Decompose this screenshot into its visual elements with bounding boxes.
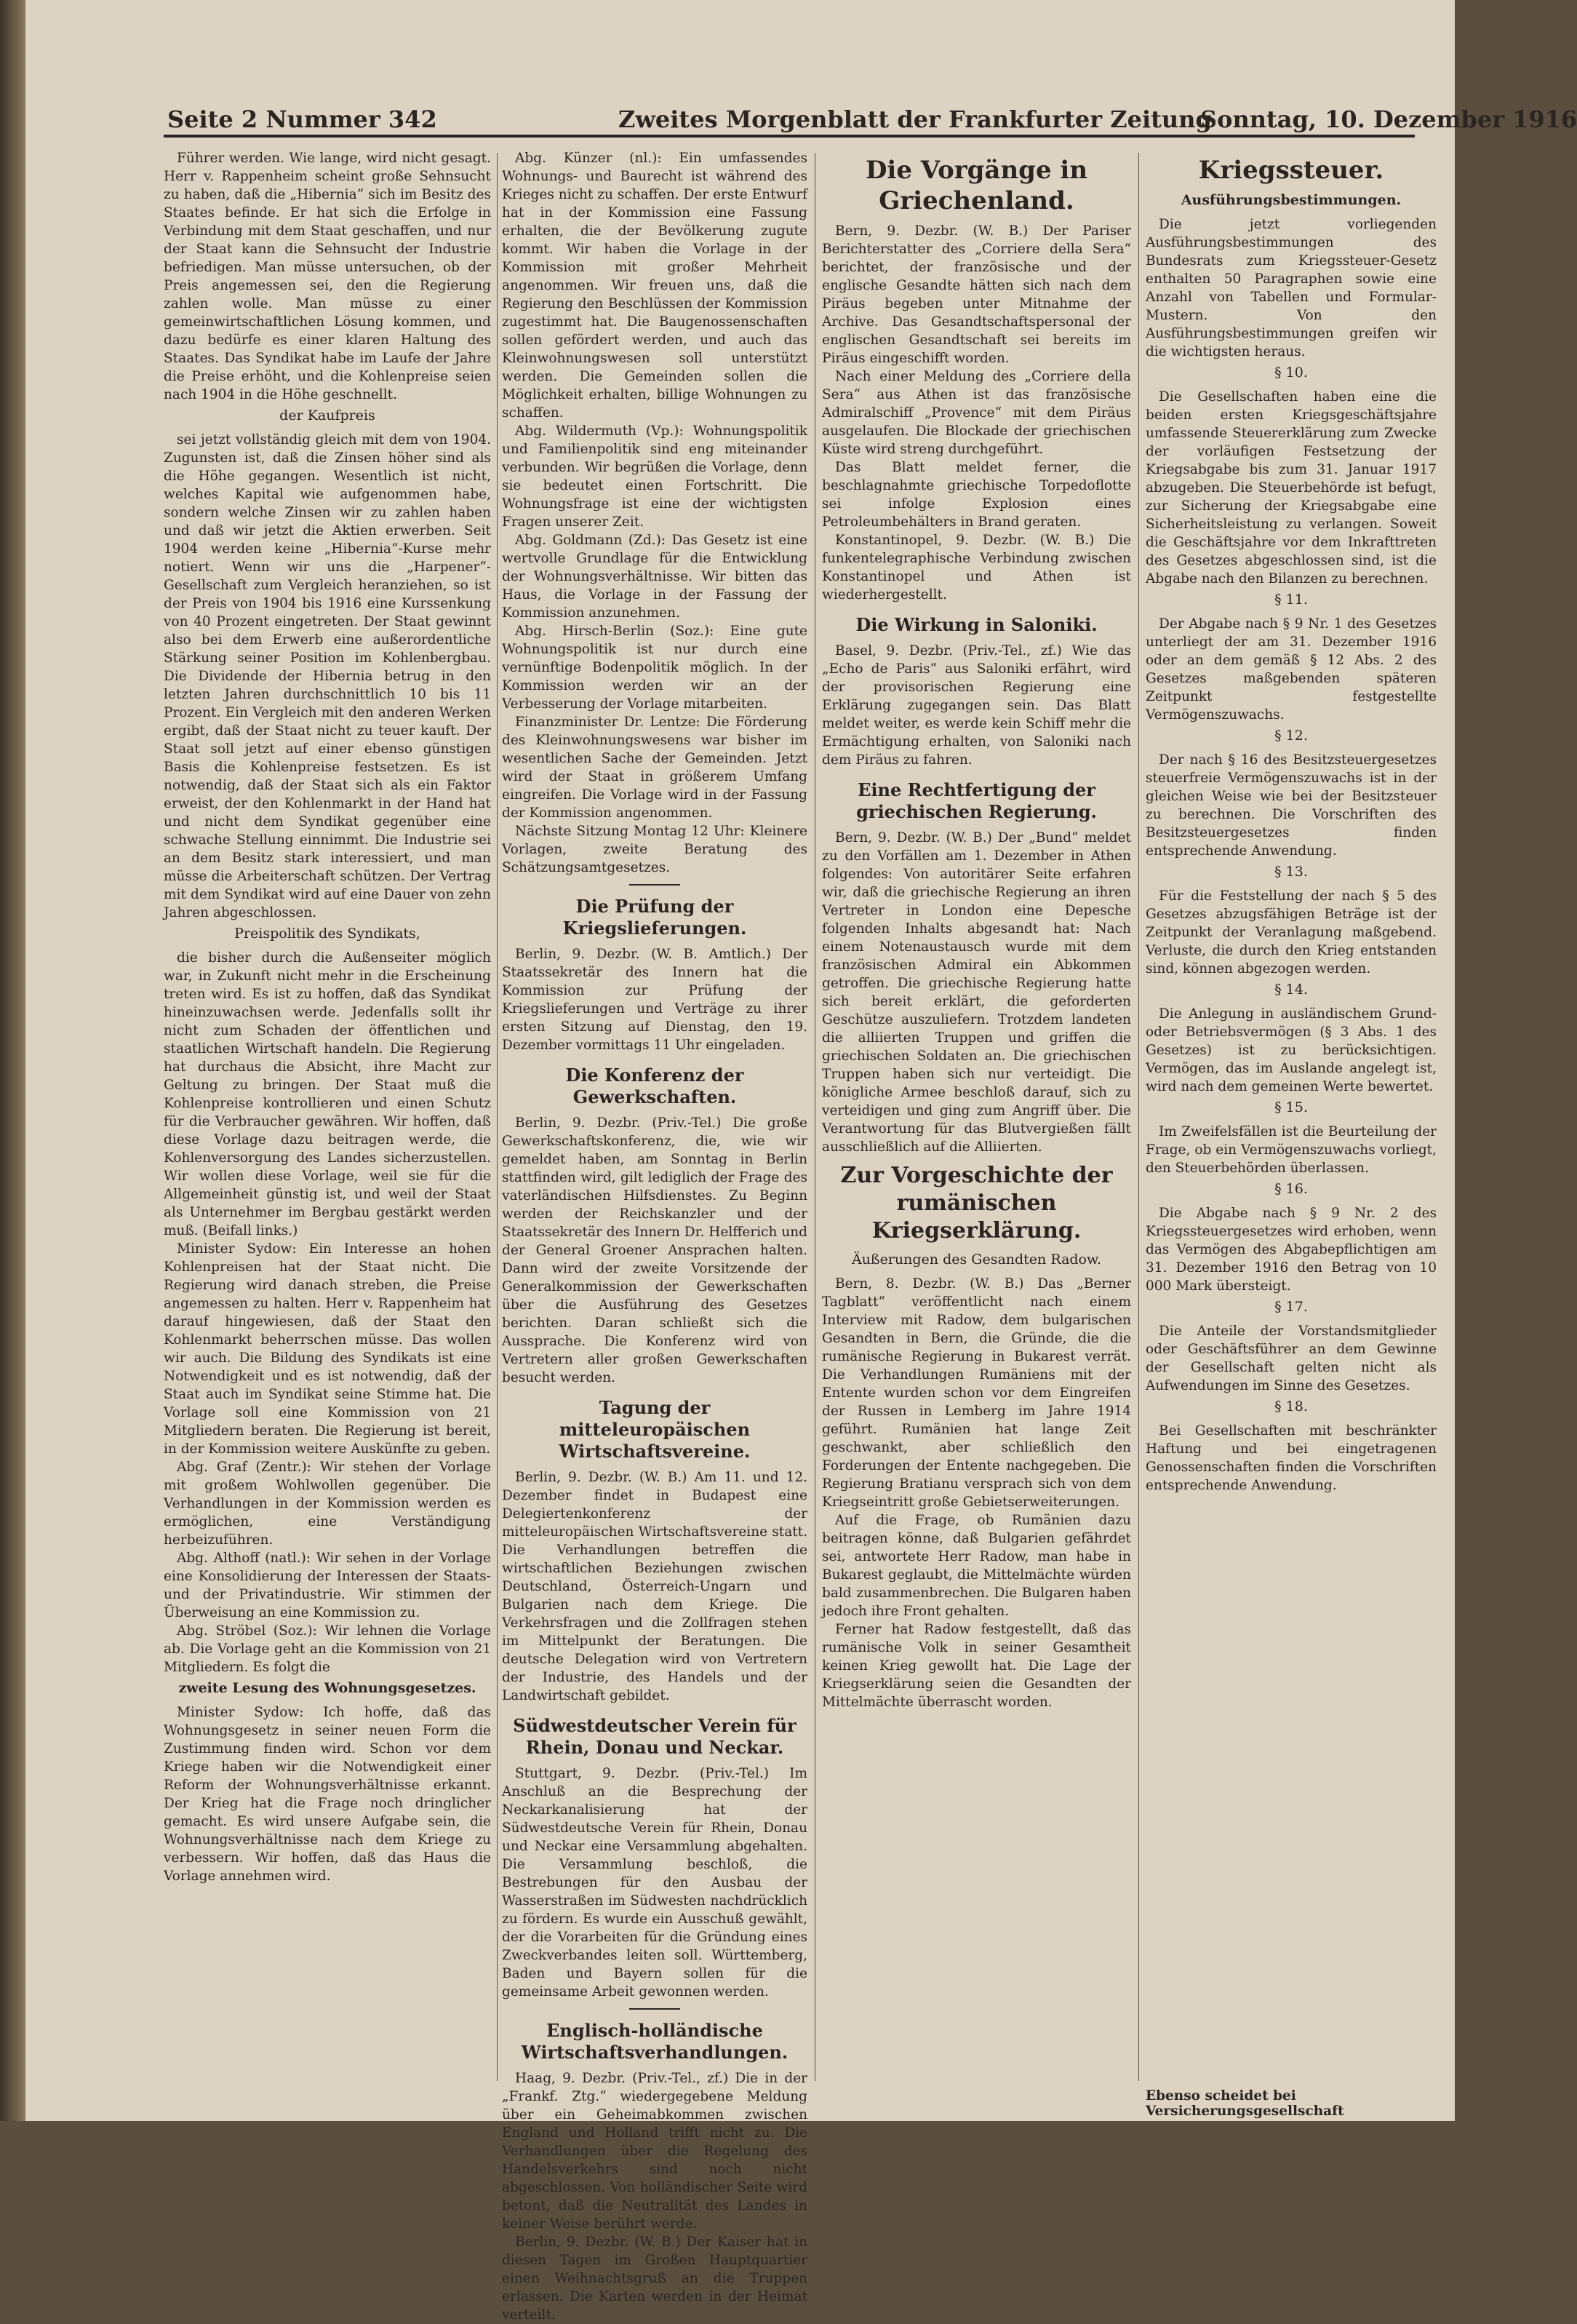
article-headline: Die Prüfung der Kriegslieferungen.	[562, 896, 747, 939]
article-paragraph: Der Abgabe nach § 9 Nr. 1 des Gesetzes unterliegt der am 31. Dezember 1916 oder an dem gemäß § 12 Abs. 2 des Gesetzes maßgebenden späteren Zeitpunkt festgestellte Vermögenszuwachs.	[1146, 616, 1437, 723]
article-paragraph: Bern, 9. Dezbr. (W. B.) Der Pariser Berichterstatter des „Corriere della Sera“ berichtet, der französische und der englische Gesandte hätten sich nach dem Piräus begeben unter Mitnahme der Archive. Das Gesandtschaftspersonal der englischen Gesandtschaft sei bereits im Piräus eingeschifft worden.	[822, 223, 1131, 366]
paragraph-number: § 18.	[1274, 1398, 1308, 1414]
article-paragraph: Für die Feststellung der nach § 5 des Gesetzes abzugsfähigen Beträge ist der Zeitpunkt der Veranlagung maßgebend. Verluste, die durch den Krieg entstanden sind, können abgezogen werden.	[1146, 888, 1437, 976]
paragraph-number: § 13.	[1274, 864, 1308, 880]
article-separator	[629, 884, 680, 886]
paragraph-number: § 10.	[1274, 365, 1308, 381]
book-binding	[0, 0, 25, 2121]
article-separator	[629, 2008, 680, 2010]
issue-date: Sonntag, 10. Dezember 1916	[1200, 106, 1577, 133]
article-paragraph: Bei Gesellschaften mit beschränkter Haftung und bei eingetragenen Genossenschaften finden die Vorschriften entsprechende Anwendung.	[1146, 1423, 1437, 1493]
article-paragraph: Die Anlegung in ausländischem Grund- oder Betriebsvermögen (§ 3 Abs. 1 des Gesetzes) ist zu berücksichtigen. Vermögen, das im Auslande angelegt ist, wird nach dem gemeinen Werte bewertet.	[1146, 1006, 1437, 1094]
article-paragraph: Die Abgabe nach § 9 Nr. 2 des Kriegssteuergesetzes wird erhoben, wenn das Vermögen des Abgabepflichtigen am 31. Dezember 1916 den Betrag von 10 000 Mark übersteigt.	[1146, 1206, 1437, 1294]
masthead-rule	[164, 135, 1415, 138]
article-paragraph: Finanzminister Dr. Lentze: Die Förderung des Kleinwohnungswesens war bisher im wesentlichen Sache der Gemeinden. Jetzt wird der Staat in größerem Umfang eingreifen. Die Vorlage wird in der Fassung der Kommission angenommen.	[502, 715, 807, 821]
article-paragraph: Abg. Wildermuth (Vp.): Wohnungspolitik und Familienpolitik sind eng miteinander verbunden. Wir begrüßen die Vorlage, denn sie bedeutet einen Fortschritt. Die Wohnungsfrage ist eine der wichtigsten Fragen unserer Zeit.	[502, 423, 807, 530]
article-paragraph: Führer werden. Wie lange, wird nicht gesagt. Herr v. Rappenheim scheint große Sehnsucht zu haben, daß die „Hibernia“ sich im Besitz des Staates befinde. Er hat sich die Erfolge in Verbindung mit dem Staat geschaffen, und nur der Staat kann die Sehnsucht der Industrie befriedigen. Man müsse untersuchen, ob der Preis angemessen sei, den die Regierung zahlen wolle. Man müsse zu einer gemeinwirtschaftlichen Lösung kommen, und dazu bedürfe es einer klaren Haltung des Staates. Das Syndikat habe im Laufe der Jahre die Preise erhöht, und die Kohlenpreise seien nach 1904 in die Höhe geschnellt.	[164, 151, 491, 402]
article-paragraph: Nach einer Meldung des „Corriere della Sera“ aus Athen ist das französische Admiralschiff „Provence“ mit dem Piräus ausgelaufen. Die Blockade der griechischen Küste wird streng durchgeführt.	[822, 369, 1131, 457]
paragraph-number: § 12.	[1274, 728, 1308, 744]
article-headline: Die Wirkung in Saloniki.	[855, 614, 1098, 635]
article-paragraph: Berlin, 9. Dezbr. (W. B.) Der Kaiser hat in diesen Tagen im Großen Hauptquartier einen Weihnachtsgruß an die Truppen erlassen. Die Karten werden in der Heimat verteilt.	[502, 2235, 807, 2323]
article-paragraph: Berlin, 9. Dezbr. (W. B. Amtlich.) Der Staatssekretär des Innern hat die Kommission zur Prüfung der Kriegslieferungen und Verträge zu ihrer ersten Sitzung auf Dienstag, den 19. Dezember vormittags 11 Uhr eingeladen.	[502, 947, 807, 1053]
article-headline: Südwestdeutscher Verein für Rhein, Donau und Neckar.	[513, 1715, 797, 1758]
article-headline: Englisch-holländische Wirtschaftsverhandlungen.	[521, 2020, 788, 2063]
article-headline: Tagung der mitteleuropäischen Wirtschaftsvereine.	[559, 1397, 751, 1462]
article-paragraph: Der nach § 16 des Besitzsteuergesetzes steuerfreie Vermögenszuwachs ist in der gleichen Weise wie bei der Besitzsteuer zu berechnen. Die Vorschriften des Besitzsteuergesetzes finden entsprechende Anwendung.	[1146, 752, 1437, 859]
article-paragraph: Stuttgart, 9. Dezbr. (Priv.-Tel.) Im Anschluß an die Besprechung der Neckarkanalisierung hat der Südwestdeutsche Verein für Rhein, Donau und Neckar eine Versammlung abgehalten. Die Versammlung beschloß, die Bestrebungen für den Ausbau der Wasserstraßen im Südwesten nachdrücklich zu fördern. Es wurde ein Ausschuß gewählt, der die Vorarbeiten für die Gründung eines Zweckverbandes leiten soll. Württemberg, Baden und Bayern sollen für die gemeinsame Arbeit gewonnen werden.	[502, 1766, 807, 1999]
newspaper-page	[25, 0, 1577, 2323]
article-paragraph: Berlin, 9. Dezbr. (W. B.) Am 11. und 12. Dezember findet in Budapest eine Delegiertenkonferenz der mitteleuropäischen Wirtschaftsvereine statt. Die Verhandlungen betreffen die wirtschaftlichen Beziehungen zwischen Deutschland, Österreich-Ungarn und Bulgarien nach dem Kriege. Die Verkehrsfragen und die Zollfragen stehen im Mittelpunkt der Beratungen. Die deutsche Delegation wird von Vertretern der Industrie, des Handels und der Landwirtschaft gebildet.	[502, 1470, 807, 1703]
article-headline: Zur Vorgeschichte der rumänischen Kriegserklärung.	[840, 1163, 1113, 1243]
article-subheading: Ausführungsbestimmungen.	[1181, 192, 1402, 208]
paragraph-number: § 15.	[1274, 1099, 1308, 1115]
article-paragraph: Abg. Hirsch-Berlin (Soz.): Eine gute Wohnungspolitik ist nur durch eine vernünftige Bodenpolitik möglich. In der Kommission werden wir an der Verbesserung der Vorlage mitarbeiten.	[502, 624, 807, 712]
masthead	[25, 0, 1577, 146]
article-paragraph: Basel, 9. Dezbr. (Priv.-Tel., zf.) Wie das „Echo de Paris“ aus Saloniki erfährt, wird der provisorischen Regierung eine Erklärung zugegangen sein. Das Blatt meldet weiter, es werde kein Schiff mehr die Ermächtigung erhalten, von Saloniki nach dem Piräus zu fahren.	[822, 643, 1131, 768]
article-paragraph: Die Anteile der Vorstandsmitglieder oder Geschäftsführer an dem Gewinne der Gesellschaft gelten nicht als Aufwendungen im Sinne des Gesetzes.	[1146, 1324, 1437, 1393]
article-paragraph: Minister Sydow: Ein Interesse an hohen Kohlenpreisen hat der Staat nicht. Die Regierung wird danach streben, die Preise angemessen zu halten. Herr v. Rappenheim hat darauf hingewiesen, daß der Staat den Kohlenmarkt beherrschen müsse. Das wollen wir auch. Die Bildung des Syndikats ist eine Notwendigkeit und es ist notwendig, daß der Staat auch im Syndikat seine Stimme hat. Die Vorlage soll eine Kommission von 21 Mitgliedern beraten. Die Regierung ist bereit, in der Kommission weitere Auskünfte zu geben.	[164, 1241, 491, 1457]
column-4	[1146, 149, 1437, 2085]
article-paragraph: die bisher durch die Außenseiter möglich war, in Zukunft nicht mehr in die Erscheinung treten wird. Es ist zu hoffen, daß das Syndikat hineinzuwachsen werde. Jedenfalls sollt ihr nicht zum Schaden der öffentlichen und staatlichen Wirtschaft handeln. Die Regierung hat durchaus die Absicht, ihre Macht zur Geltung zu bringen. Der Staat muß die Kohlenpreise kontrollieren und einen Schutz für die Verbraucher gewähren. Wir hoffen, daß diese Vorlage dazu beitragen werde, die Kohlenversorgung des Landes sicherzustellen. Wir wollen diese Vorlage, weil sie für die Allgemeinheit günstig ist, und weil der Staat als Unternehmer im Bergbau gestärkt werden muß. (Beifall links.)	[164, 950, 491, 1238]
article-headline: Eine Rechtfertigung der griechischen Regierung.	[856, 779, 1097, 822]
column-3	[822, 149, 1131, 2085]
section-heading: Preispolitik des Syndikats,	[234, 926, 420, 942]
section-heading: der Kaufpreis	[279, 407, 375, 423]
article-headline: Die Vorgänge in Griechenland.	[865, 156, 1088, 215]
section-heading: zweite Lesung des Wohnungsgesetzes.	[178, 1680, 476, 1696]
article-paragraph: Abg. Ströbel (Soz.): Wir lehnen die Vorlage ab. Die Vorlage geht an die Kommission von 21 Mitgliedern. Es folgt die	[164, 1623, 491, 1675]
newspaper-title: Zweites Morgenblatt der Frankfurter Zeitung	[618, 106, 1212, 133]
paragraph-number: § 17.	[1274, 1299, 1308, 1315]
article-paragraph: Berlin, 9. Dezbr. (Priv.-Tel.) Die große Gewerkschaftskonferenz, die, wie wir gemeldet haben, am Sonntag in Berlin stattfinden wird, gilt lediglich der Frage des vaterländischen Hilfsdienstes. Zu Beginn werden der Reichskanzler und der Staatssekretär des Innern Dr. Helfferich und der General Groener Ansprachen halten. Dann wird der zweite Vorsitzende der Generalkommission der Gewerkschaften über die Ausführung des Gesetzes berichten. Daran schließt sich die Aussprache. Die Konferenz wird von Vertretern aller großen Gewerkschaften besucht werden.	[502, 1115, 807, 1385]
page-number: Seite 2 Nummer 342	[167, 106, 437, 133]
article-paragraph: Im Zweifelsfällen ist die Beurteilung der Frage, ob ein Vermögenszuwachs vorliegt, den Steuerbehörden überlassen.	[1146, 1124, 1437, 1176]
article-paragraph: Die jetzt vorliegenden Ausführungsbestimmungen des Bundesrats zum Kriegssteuer-Gesetz enthalten 50 Paragraphen sowie eine Anzahl von Tabellen und Formular-Mustern. Von den Ausführungsbestimmungen greifen wir die wichtigsten heraus.	[1146, 217, 1437, 359]
article-paragraph: Bern, 9. Dezbr. (W. B.) Der „Bund“ meldet zu den Vorfällen am 1. Dezember in Athen folgendes: Von autoritärer Seite erfahren wir, daß die griechische Regierung an ihren Vertreter in London eine Depesche folgenden Inhalts abgesandt hat: Nach einem Notenaustausch wurde mit dem französischen Admiral ein Abkommen getroffen. Die griechische Regierung hatte sich bereit erklärt, die geforderten Geschütze auszuliefern. Trotzdem landeten die alliierten Truppen und griffen die griechischen Soldaten an. Die griechischen Truppen haben sich nur verteidigt. Die königliche Armee beschloß darauf, sich zu verteidigen und ging zum Angriff über. Die Verantwortung für das Blutvergießen fällt ausschließlich auf die Alliierten.	[822, 830, 1131, 1155]
column-2	[502, 149, 807, 2323]
column-continuation: Ebenso scheidet bei Versicherungsgesellschaft	[1146, 2088, 1344, 2119]
paragraph-number: § 16.	[1274, 1181, 1308, 1197]
article-paragraph: Abg. Goldmann (Zd.): Das Gesetz ist eine wertvolle Grundlage für die Entwicklung der Wohnungsverhältnisse. Wir bitten das Haus, die Vorlage in der Fassung der Kommission anzunehmen.	[502, 533, 807, 621]
article-paragraph: Bern, 8. Dezbr. (W. B.) Das „Berner Tagblatt“ veröffentlicht nach einem Interview mit Radow, dem bulgarischen Gesandten in Bern, die Gründe, die die rumänische Regierung in Bukarest verrät. Die Verhandlungen Rumäniens mit der Entente wurden schon vor dem Eingreifen der Russen in Lemberg im Jahre 1914 geführt. Rumänien hat lange Zeit geschwankt, aber schließlich den Forderungen der Entente nachgegeben. Die Regierung Bratianu versprach sich von dem Kriegseintritt große Gebietserweiterungen.	[822, 1276, 1131, 1510]
article-headline: Kriegssteuer.	[1198, 156, 1384, 185]
article-subheading: Äußerungen des Gesandten Radow.	[851, 1251, 1102, 1268]
article-paragraph: Konstantinopel, 9. Dezbr. (W. B.) Die funkentelegraphische Verbindung zwischen Konstantinopel und Athen ist wiederhergestellt.	[822, 533, 1131, 602]
article-paragraph: Nächste Sitzung Montag 12 Uhr: Kleinere Vorlagen, zweite Beratung des Schätzungsamtgesetzes.	[502, 824, 807, 875]
article-paragraph: Das Blatt meldet ferner, die beschlagnahmte griechische Torpedoflotte sei infolge Explosion eines Petroleumbehälters in Brand geraten.	[822, 460, 1131, 530]
column-1	[164, 149, 491, 2085]
article-paragraph: Auf die Frage, ob Rumänien dazu beitragen könne, daß Bulgarien gefährdet sei, antwortete Herr Radow, man habe in Bukarest geglaubt, die Mittelmächte würden bald zusammenbrechen. Die Bulgaren haben jedoch ihre Front gehalten.	[822, 1513, 1131, 1619]
article-paragraph: Abg. Graf (Zentr.): Wir stehen der Vorlage mit großem Wohlwollen gegenüber. Die Verhandlungen in der Kommission werden es ermöglichen, eine Verständigung herbeizuführen.	[164, 1460, 491, 1548]
article-paragraph: Minister Sydow: Ich hoffe, daß das Wohnungsgesetz in seiner neuen Form die Zustimmung finden wird. Schon vor dem Kriege haben wir die Notwendigkeit einer Reform der Wohnungsverhältnisse erkannt. Der Krieg hat die Frage noch dringlicher gemacht. Es wird unsere Aufgabe sein, die Wohnungsverhältnisse nach dem Kriege zu verbessern. Wir hoffen, daß das Haus die Vorlage annehmen wird.	[164, 1705, 491, 1884]
article-headline: Die Konferenz der Gewerkschaften.	[565, 1064, 744, 1107]
paragraph-number: § 14.	[1274, 982, 1308, 998]
column-divider	[1138, 153, 1139, 2081]
article-paragraph: Die Gesellschaften haben eine die beiden ersten Kriegsgeschäftsjahre umfassende Steuererklärung zum Zwecke der vorläufigen Festsetzung der Kriegsabgabe bis zum 31. Januar 1917 abzugeben. Die Steuerbehörde ist befugt, zur Sicherung der Kriegsabgabe eine Sicherheitsleistung zu verlangen. Soweit die Geschäftsjahre vor dem Inkrafttreten des Gesetzes abgeschlossen sind, ist die Abgabe nach den Bilanzen zu berechnen.	[1146, 389, 1437, 586]
article-paragraph: sei jetzt vollständig gleich mit dem von 1904. Zugunsten ist, daß die Zinsen höher sind als die Höhe gegangen. Wesentlich ist nicht, welches Kapital wie aufgenommen habe, sondern welche Zinsen wir zu zahlen haben und daß wir jetzt die Aktien erwerben. Seit 1904 werden keine „Hibernia“-Kurse mehr notiert. Wenn wir uns die „Harpener“-Gesellschaft zum Vergleich heranziehen, so ist der Preis von 1904 bis 1916 eine Kurssenkung von 40 Prozent eingetreten. Der Staat gewinnt also bei dem Erwerb eine außerordentliche Stärkung seiner Position im Kohlenbergbau. Die Dividende der Hibernia betrug in den letzten Jahren durchschnittlich 10 bis 11 Prozent. Ein Vergleich mit den anderen Werken ergibt, daß der Staat nicht zu teuer kauft. Der Staat soll jetzt auf einer ebenso günstigen Basis die Kohlenpreise festsetzen. Es ist notwendig, daß der Staat sich als ein Faktor erweist, der den Kohlenmarkt in der Hand hat und nicht dem Syndikat gegenüber eine schwache Stellung einnimmt. Die Industrie sei an dem Besitz stark interessiert, und man müsse die Arbeiterschaft schützen. Der Vertrag mit dem Syndikat wird auf eine Dauer von zehn Jahren abgeschlossen.	[164, 432, 491, 920]
paragraph-number: § 11.	[1274, 592, 1308, 608]
article-paragraph: Abg. Althoff (natl.): Wir sehen in der Vorlage eine Konsolidierung der Interessen der Staats- und der Privatindustrie. Wir stimmen der Überweisung an eine Kommission zu.	[164, 1551, 491, 1620]
column-divider	[497, 153, 498, 2081]
article-paragraph: Haag, 9. Dezbr. (Priv.-Tel., zf.) Die in der „Frankf. Ztg.“ wiedergegebene Meldung über ein Geheimabkommen zwischen England und Holland trifft nicht zu. Die Verhandlungen über die Regelung des Handelsverkehrs sind noch nicht abgeschlossen. Von holländischer Seite wird betont, daß die Neutralität des Landes in keiner Weise berührt werde.	[502, 2071, 807, 2232]
article-paragraph: Abg. Künzer (nl.): Ein umfassendes Wohnungs- und Baurecht ist während des Krieges nicht zu schaffen. Der erste Entwurf hat in der Kommission eine Fassung erhalten, die der Bevölkerung zugute kommt. Wir haben die Vorlage in der Kommission mit großer Mehrheit angenommen. Wir freuen uns, daß die Regierung den Beschlüssen der Kommission zugestimmt hat. Die Baugenossenschaften sollen gefördert werden, und auch das Kleinwohnungswesen soll unterstützt werden. Die Gemeinden sollen die Möglichkeit erhalten, billige Wohnungen zu schaffen.	[502, 151, 807, 421]
article-paragraph: Ferner hat Radow festgestellt, daß das rumänische Volk in seiner Gesamtheit keinen Krieg gewollt hat. Die Lage der Kriegserklärung seien die Gesandten der Mittelmächte überrascht worden.	[822, 1622, 1131, 1710]
